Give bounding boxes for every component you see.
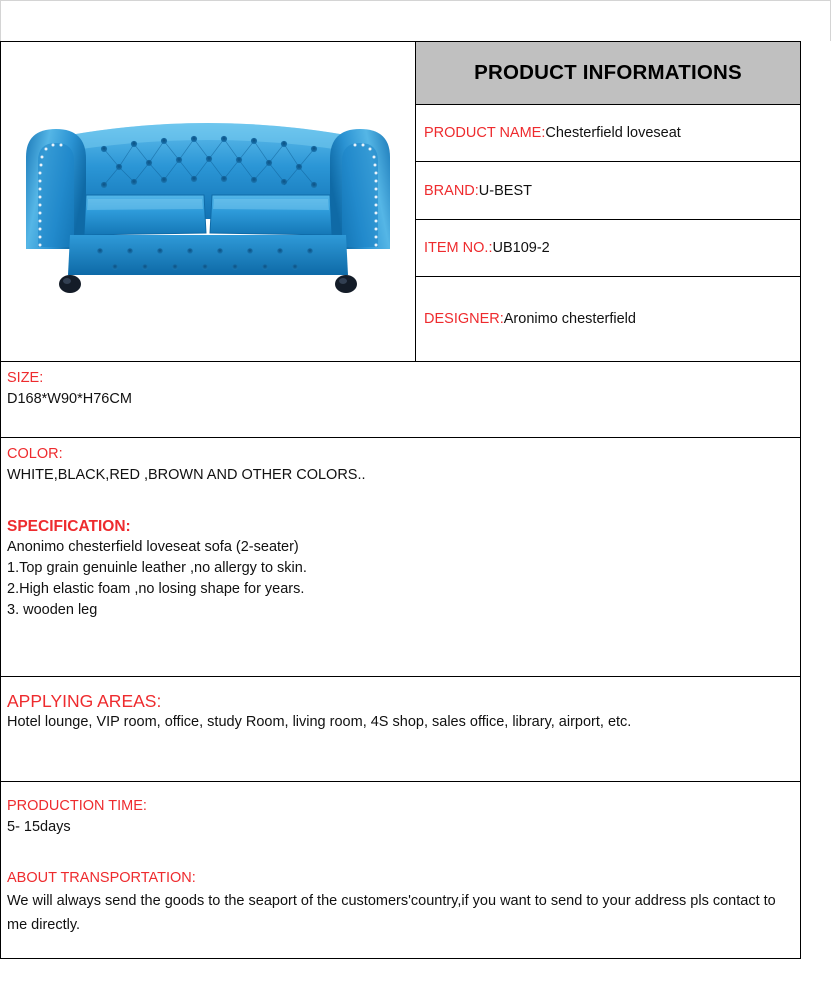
specification-intro: Anonimo chesterfield loveseat sofa (2-seater)	[7, 539, 299, 555]
designer-label: DESIGNER:	[424, 311, 504, 327]
color-label: COLOR:	[7, 446, 63, 462]
item-no-label: ITEM NO.:	[424, 240, 493, 256]
specification-item: 1.Top grain genuinle leather ,no allergy to skin.	[7, 560, 307, 576]
transportation-value: We will always send the goods to the seaport of the customers'country,if you want to send to your address pls contact to me directly.	[7, 893, 776, 933]
page-top-frame	[0, 0, 831, 41]
applying-areas-label: APPLYING AREAS:	[7, 691, 162, 711]
item-no-value: UB109-2	[492, 240, 550, 256]
info-table-header-label: PRODUCT INFORMATIONS	[474, 61, 742, 84]
specification-label: SPECIFICATION:	[7, 518, 131, 535]
product-info-table	[416, 42, 800, 361]
section-color-specification	[1, 438, 800, 677]
brand-label: BRAND:	[424, 182, 479, 199]
product-photo-cell	[1, 42, 416, 361]
brand-value: U-BEST	[478, 182, 532, 199]
specification-list	[7, 558, 794, 621]
spacer	[7, 838, 794, 868]
specification-item: 2.High elastic foam ,no losing shape for years.	[7, 581, 305, 597]
product-name-label: PRODUCT NAME:	[424, 125, 546, 141]
applying-areas-value: Hotel lounge, VIP room, office, study Room, living room, 4S shop, sales office, library, airport, etc.	[7, 714, 632, 730]
production-time-label: PRODUCTION TIME:	[7, 798, 147, 814]
product-photo-chesterfield-loveseat	[8, 99, 408, 304]
spacer	[7, 788, 794, 796]
product-name-value: Chesterfield loveseat	[545, 125, 681, 141]
info-row-designer	[416, 277, 800, 361]
section-production-transportation	[1, 782, 800, 958]
spacer	[7, 683, 794, 691]
info-row-product-name	[416, 105, 800, 162]
size-label: SIZE:	[7, 370, 44, 386]
info-row-item-no	[416, 220, 800, 277]
info-table-header	[416, 42, 800, 105]
specification-item: 3. wooden leg	[7, 602, 98, 618]
section-applying-areas	[1, 677, 800, 782]
product-summary-block	[1, 42, 800, 362]
transportation-label: ABOUT TRANSPORTATION:	[7, 870, 196, 886]
designer-value: Aronimo chesterfield	[503, 311, 636, 327]
size-value: D168*W90*H76CM	[7, 391, 132, 407]
production-time-value: 5- 15days	[7, 819, 71, 835]
color-value: WHITE,BLACK,RED ,BROWN AND OTHER COLORS..	[7, 467, 366, 483]
product-information-sheet	[0, 41, 801, 959]
spacer	[7, 486, 794, 516]
section-size	[1, 362, 800, 438]
info-row-brand	[416, 162, 800, 220]
